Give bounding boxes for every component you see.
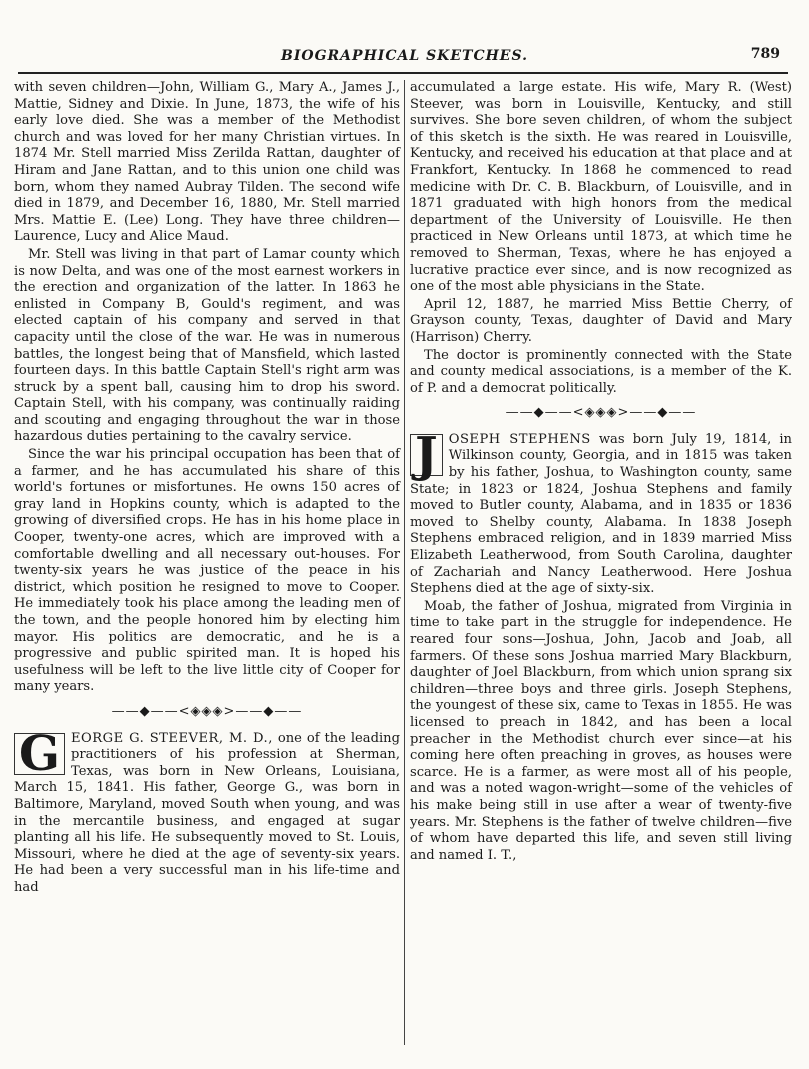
steever-paragraph-1: one of the leading practitioners of his profession at Sherman, Texas, was born in New Orleans, Louisiana, March 15, 1841. His father, George G., was born in Baltimore, Maryland, moved South when young, and was in the mercantile business, and engaged at sugar planting all his life. He subsequently moved to St. Louis, Missouri, where he died at the age of seventy-six years. He had been a very successful man in his life-time and had xyxy=(14,730,400,895)
stephens-heading: OSEPH STEPHENS xyxy=(448,431,591,447)
steever-heading: EORGE G. STEEVER, M. D., xyxy=(71,730,273,746)
column-divider xyxy=(404,80,405,1045)
steever-paragraph-continued: accumulated a large estate. His wife, Mary R. (West) Steever, was born in Louisville, Kentucky, and still survives. She bore seven children, of whom the subject of this sketch is the sixth. He was reared in Louisville, Kentucky, and received his education at that place and at Frankfort, Kentucky. In 1868 he commenced to read medicine with Dr. C. B. Blackburn, of Louisville, and in 1871 graduated with high honors from the medical department of the University of Louisville. He then practiced in New Orleans until 1873, at which time he removed to Sherman, Texas, where he has enjoyed a lucrative practice ever since, and is now recognized as one of the most able physicians in the State. xyxy=(410,80,792,295)
drop-cap-letter: G xyxy=(14,733,65,775)
drop-cap-letter: J xyxy=(410,434,443,476)
page-number: 789 xyxy=(750,46,780,62)
stephens-sketch-intro xyxy=(410,426,792,598)
steever-marriage-paragraph: April 12, 1887, he married Miss Bettie Cherry, of Grayson county, Texas, daughter of David and Mary (Harrison) Cherry. xyxy=(410,296,792,345)
stell-paragraph-1: with seven children—John, William G., Mary A., James J., Mattie, Sidney and Dixie. In June, 1873, the wife of his early love died. She was a member of the Methodist church and was loved for her many Christian virtues. In 1874 Mr. Stell married Miss Zerilda Rattan, daughter of Hiram and Jane Rattan, and to this union one child was born, whom they named Aubray Tilden. The second wife died in 1879, and December 16, 1880, Mr. Stell married Mrs. Mattie E. (Lee) Long. They have three children—Laurence, Lucy and Alice Maud. xyxy=(14,80,400,245)
running-header: BIOGRAPHICAL SKETCHES. xyxy=(281,48,528,64)
right-column xyxy=(410,80,792,865)
left-column xyxy=(14,80,400,898)
header-rule xyxy=(18,72,788,74)
stell-paragraph-2: Mr. Stell was living in that part of Lamar county which is now Delta, and was one of the most earnest workers in the erection and organization of the latter. In 1863 he enlisted in Company B, Gould's regiment, and was elected captain of his company and served in that capacity until the close of the war. He was in numerous battles, the longest being that of Mansfield, which lasted fourteen days. In this battle Captain Stell's right arm was struck by a spent ball, causing him to drop his sword. Captain Stell, with his company, was continually raiding and scouting and engaging throughout the war in those hazardous duties pertaining to the cavalry service. xyxy=(14,246,400,445)
stephens-paragraph-2: Moab, the father of Joshua, migrated from Virginia in time to take part in the struggle for independence. He reared four sons—Joshua, John, Jacob and Joab, all farmers. Of these sons Joshua married Mary Blackburn, daughter of Joel Blackburn, from which union sprang six children—three boys and three girls. Joseph Stephens, the youngest of these six, came to Texas in 1855. He was licensed to preach in 1842, and has been a local preacher in the Methodist church ever since—at his coming here often preaching in groves, as houses were scarce. He is a farmer, as were most all of his people, and was a noted wagon-wright—some of the vehicles of his make being still in use after a wear of twenty-five years. Mr. Stephens is the father of twelve children—five of whom have departed this life, and seven still living and named I. T., xyxy=(410,598,792,863)
steever-sketch-intro xyxy=(14,725,400,897)
stephens-paragraph-1: was born July 19, 1814, in Wilkinson county, Georgia, and in 1815 was taken by his father, Joshua, to Washington county, same State; in 1823 or 1824, Joshua Stephens and family moved to Butler county, Alabama, and in 1835 or 1836 moved to Shelby county, Alabama. In 1838 Joseph Stephens embraced religion, and in 1839 married Miss Elizabeth Leatherwood, from South Carolina, daughter of Zachariah and Nancy Leatherwood. Here Joshua Stephens died at the age of sixty-six. xyxy=(410,431,792,597)
section-ornament: ——◆——<◈◈◈>——◆—— xyxy=(505,405,697,421)
section-ornament: ——◆——<◈◈◈>——◆—— xyxy=(111,703,303,719)
stell-paragraph-3: Since the war his principal occupation has been that of a farmer, and he has accumulated his share of this world's fortunes or misfortunes. He owns 150 acres of gray land in Hopkins county, which is adapted to the growing of diversified crops. He has in his home place in Cooper, twenty-one acres, which are improved with a comfortable dwelling and all necessary out-houses. For twenty-six years he was justice of the peace in his district, which position he resigned to move to Cooper. He immediately took his place among the leading men of the town, and the people honored him by electing him mayor. His politics are democratic, and he is a progressive and public spirited man. It is hoped his usefulness will be left to the live little city of Cooper for many years. xyxy=(14,447,400,695)
steever-associations-paragraph: The doctor is prominently connected with the State and county medical associations, is a member of the K. of P. and a democrat politically. xyxy=(410,347,792,396)
